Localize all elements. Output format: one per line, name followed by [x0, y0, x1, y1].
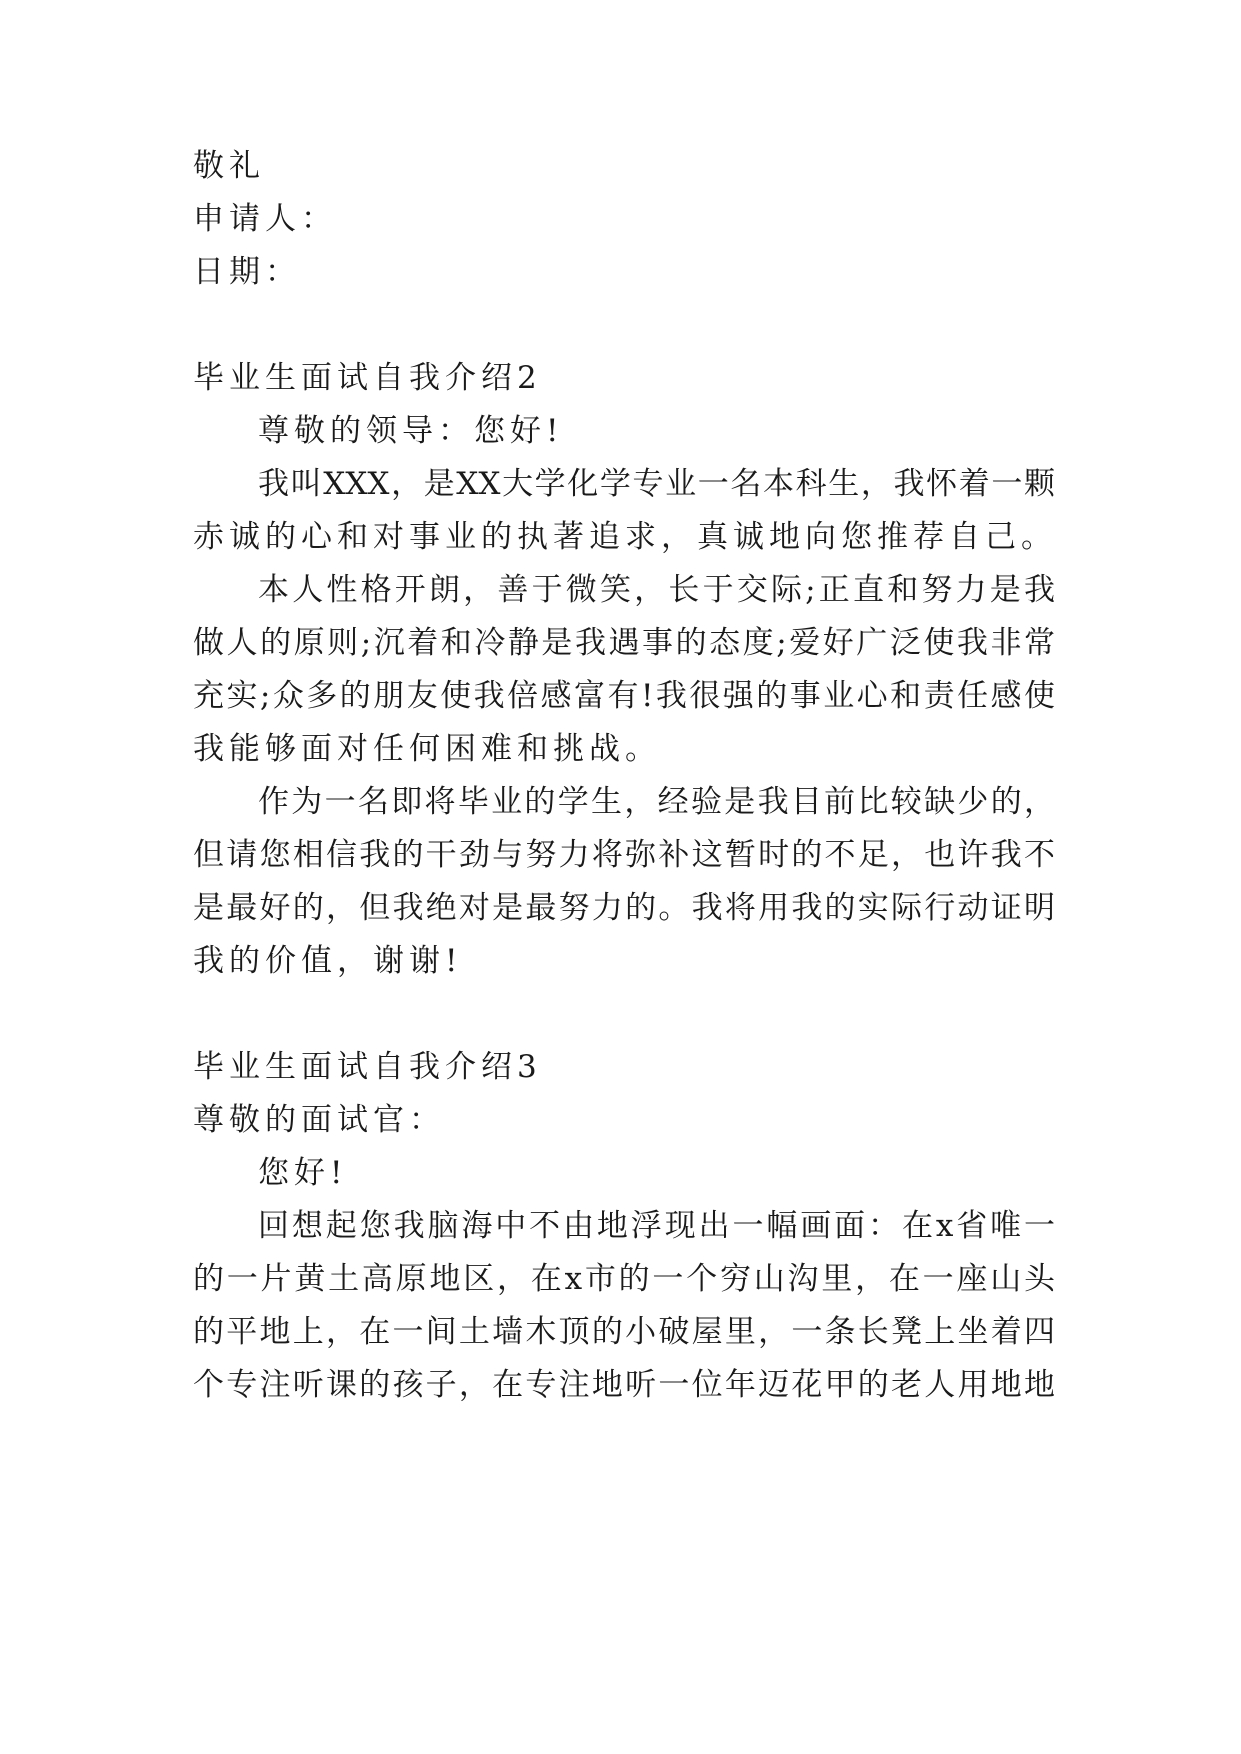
section-3-greeting: 您好! — [258, 1155, 348, 1191]
section-2-title: 毕业生面试自我介绍2 — [193, 360, 542, 396]
paragraph-line: 我能够面对任何困难和挑战。 — [193, 731, 661, 767]
closing-salutation: 敬礼 — [193, 148, 265, 184]
paragraph-line: 的一片黄土高原地区，在x市的一个穷山沟里，在一座山头 — [193, 1261, 1055, 1297]
paragraph-line: 充实;众多的朋友使我倍感富有!我很强的事业心和责任感使 — [193, 678, 1055, 714]
paragraph-line: 我叫XXX，是XX大学化学专业一名本科生，我怀着一颗 — [258, 466, 1055, 502]
paragraph-line: 本人性格开朗，善于微笑，长于交际;正直和努力是我 — [258, 572, 1055, 608]
paragraph-line: 作为一名即将毕业的学生，经验是我目前比较缺少的， — [258, 784, 1055, 820]
section-3-title: 毕业生面试自我介绍3 — [193, 1049, 542, 1085]
paragraph-line: 我的价值，谢谢! — [193, 943, 463, 979]
applicant-label: 申请人： — [193, 201, 337, 237]
paragraph-line: 赤诚的心和对事业的执著追求，真诚地向您推荐自己。 — [193, 519, 1057, 555]
paragraph-line: 回想起您我脑海中不由地浮现出一幅画面：在x省唯一 — [258, 1208, 1055, 1244]
paragraph-line: 个专注听课的孩子，在专注地听一位年迈花甲的老人用地地 — [193, 1367, 1055, 1403]
paragraph-line: 的平地上，在一间土墙木顶的小破屋里，一条长凳上坐着四 — [193, 1314, 1055, 1350]
paragraph-line: 但请您相信我的干劲与努力将弥补这暂时的不足，也许我不 — [193, 837, 1055, 873]
section-2-greeting: 尊敬的领导：您好! — [258, 413, 564, 449]
section-3-addressee: 尊敬的面试官： — [193, 1102, 445, 1138]
paragraph-line: 是最好的，但我绝对是最努力的。我将用我的实际行动证明 — [193, 890, 1055, 926]
date-label: 日期： — [193, 254, 301, 290]
paragraph-line: 做人的原则;沉着和冷静是我遇事的态度;爱好广泛使我非常 — [193, 625, 1055, 661]
